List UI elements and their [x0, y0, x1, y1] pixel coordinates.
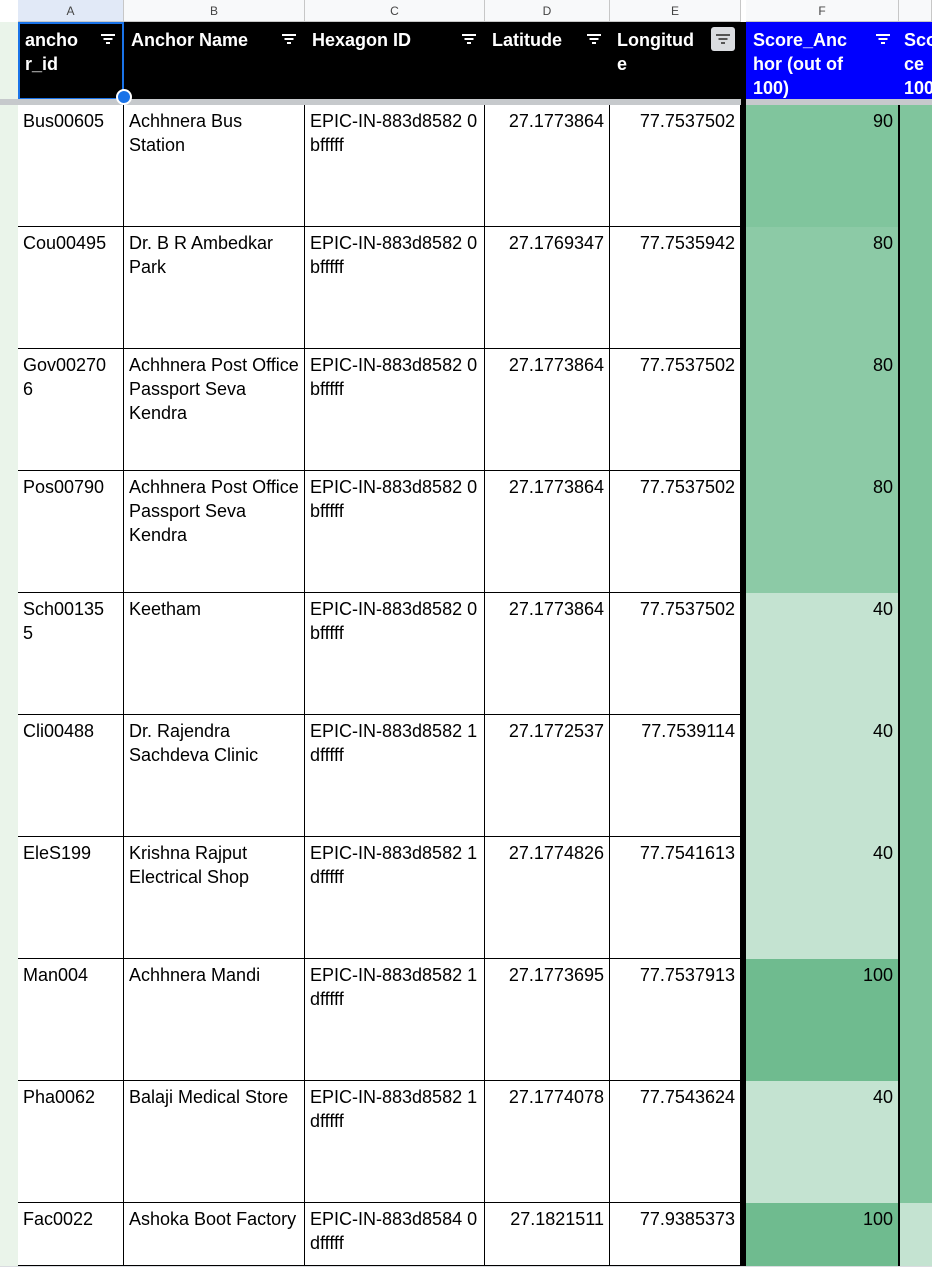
cell-next-score[interactable]	[899, 1203, 932, 1266]
cell-anchor-id[interactable]: Man004	[18, 959, 124, 1081]
column-letter-f[interactable]: F	[746, 0, 899, 22]
cell-hexagon-id[interactable]: EPIC-IN-883d8582 0bfffff	[305, 471, 485, 593]
cell-anchor-name[interactable]: Keetham	[124, 593, 305, 715]
cell-next-score[interactable]	[899, 471, 932, 593]
cell-hexagon-id[interactable]: EPIC-IN-883d8582 1dfffff	[305, 837, 485, 959]
cell-latitude[interactable]: 27.1772537	[485, 715, 610, 837]
cell-latitude[interactable]: 27.1773864	[485, 105, 610, 227]
sheet-bottom-edge	[0, 1266, 932, 1275]
selection-fill-handle[interactable]	[116, 89, 132, 105]
cell-anchor-id[interactable]: Sch00135 5	[18, 593, 124, 715]
cell-longitude[interactable]: 77.7537502	[610, 471, 741, 593]
cell-hexagon-id[interactable]: EPIC-IN-883d8582 0bfffff	[305, 227, 485, 349]
frozen-column-divider[interactable]	[741, 22, 746, 1274]
column-letter-e[interactable]: E	[610, 0, 741, 22]
cell-anchor-id[interactable]: Pha0062	[18, 1081, 124, 1203]
cell-latitude[interactable]: 27.1773864	[485, 471, 610, 593]
cell-next-score[interactable]	[899, 837, 932, 959]
filter-icon[interactable]	[586, 31, 602, 47]
header-label: Longitud e	[617, 30, 694, 74]
cell-hexagon-id[interactable]: EPIC-IN-883d8582 0bfffff	[305, 593, 485, 715]
cell-score[interactable]: 80	[746, 349, 899, 471]
cell-anchor-name[interactable]: Achhnera Bus Station	[124, 105, 305, 227]
cell-anchor-name[interactable]: Dr. Rajendra Sachdeva Clinic	[124, 715, 305, 837]
cell-latitude[interactable]: 27.1769347	[485, 227, 610, 349]
cell-latitude[interactable]: 27.1773864	[485, 593, 610, 715]
cell-longitude[interactable]: 77.7537913	[610, 959, 741, 1081]
cell-anchor-id[interactable]: Fac0022	[18, 1203, 124, 1266]
cell-hexagon-id[interactable]: EPIC-IN-883d8582 1dfffff	[305, 959, 485, 1081]
cell-longitude[interactable]: 77.7537502	[610, 349, 741, 471]
cell-hexagon-id[interactable]: EPIC-IN-883d8582 1dfffff	[305, 715, 485, 837]
cell-anchor-id[interactable]: Bus00605	[18, 105, 124, 227]
column-letter-next[interactable]	[899, 0, 932, 22]
cell-anchor-name[interactable]: Ashoka Boot Factory	[124, 1203, 305, 1266]
header-anchor-name[interactable]	[124, 22, 305, 100]
cell-latitude[interactable]: 27.1774826	[485, 837, 610, 959]
header-label: Sco ce 100	[904, 30, 937, 98]
header-label: Score_Anc hor (out of 100)	[753, 30, 848, 98]
cell-score[interactable]: 40	[746, 1081, 899, 1203]
cell-next-score[interactable]	[899, 959, 932, 1081]
header-anchor-id[interactable]	[18, 22, 124, 100]
cell-score[interactable]: 100	[746, 1203, 899, 1266]
cell-latitude[interactable]: 27.1774078	[485, 1081, 610, 1203]
cell-anchor-name[interactable]: Balaji Medical Store	[124, 1081, 305, 1203]
cell-anchor-name[interactable]: Dr. B R Ambedkar Park	[124, 227, 305, 349]
cell-latitude[interactable]: 27.1821511	[485, 1203, 610, 1266]
cell-next-score[interactable]	[899, 1081, 932, 1203]
cell-score[interactable]: 40	[746, 837, 899, 959]
filter-icon[interactable]	[875, 31, 891, 47]
cell-anchor-name[interactable]: Achhnera Mandi	[124, 959, 305, 1081]
header-score-anchor[interactable]	[746, 22, 899, 100]
header-hexagon-id[interactable]	[305, 22, 485, 100]
filter-icon[interactable]	[281, 31, 297, 47]
active-filter-icon[interactable]	[711, 27, 735, 51]
cell-hexagon-id[interactable]: EPIC-IN-883d8584 0dfffff	[305, 1203, 485, 1266]
header-longitude[interactable]	[610, 22, 741, 100]
cell-score[interactable]: 90	[746, 105, 899, 227]
header-label: Anchor Name	[131, 30, 249, 50]
column-letter-c[interactable]: C	[305, 0, 485, 22]
cell-next-score[interactable]	[899, 349, 932, 471]
cell-anchor-id[interactable]: Cli00488	[18, 715, 124, 837]
cell-score[interactable]: 80	[746, 227, 899, 349]
header-label: ancho r_id	[25, 30, 79, 74]
cell-longitude[interactable]: 77.7537502	[610, 593, 741, 715]
cell-longitude[interactable]: 77.7541613	[610, 837, 741, 959]
column-letter-b[interactable]: B	[124, 0, 305, 22]
cell-anchor-id[interactable]: EleS199	[18, 837, 124, 959]
filter-icon[interactable]	[100, 31, 116, 47]
cell-next-score[interactable]	[899, 715, 932, 837]
header-label: Hexagon ID	[312, 30, 412, 50]
cell-longitude[interactable]: 77.7535942	[610, 227, 741, 349]
cell-hexagon-id[interactable]: EPIC-IN-883d8582 0bfffff	[305, 105, 485, 227]
cell-anchor-id[interactable]: Pos00790	[18, 471, 124, 593]
cell-next-score[interactable]	[899, 593, 932, 715]
cell-anchor-id[interactable]: Cou00495	[18, 227, 124, 349]
cell-next-score[interactable]	[899, 227, 932, 349]
cell-score[interactable]: 100	[746, 959, 899, 1081]
cell-latitude[interactable]: 27.1773864	[485, 349, 610, 471]
cell-anchor-id[interactable]: Gov00270 6	[18, 349, 124, 471]
cell-longitude[interactable]: 77.7537502	[610, 105, 741, 227]
cell-anchor-name[interactable]: Krishna Rajput Electrical Shop	[124, 837, 305, 959]
cell-anchor-name[interactable]: Achhnera Post Office Passport Seva Kendra	[124, 349, 305, 471]
cell-longitude[interactable]: 77.7543624	[610, 1081, 741, 1203]
cell-anchor-name[interactable]: Achhnera Post Office Passport Seva Kendra	[124, 471, 305, 593]
row-header-strip	[0, 22, 18, 1274]
header-score-next[interactable]	[899, 22, 937, 100]
cell-next-score[interactable]	[899, 105, 932, 227]
column-letter-d[interactable]: D	[485, 0, 610, 22]
cell-longitude[interactable]: 77.7539114	[610, 715, 741, 837]
cell-score[interactable]: 40	[746, 715, 899, 837]
cell-hexagon-id[interactable]: EPIC-IN-883d8582 1dfffff	[305, 1081, 485, 1203]
header-label: Latitude	[492, 30, 562, 50]
column-letter-a[interactable]: A	[18, 0, 124, 22]
cell-score[interactable]: 40	[746, 593, 899, 715]
cell-longitude[interactable]: 77.9385373	[610, 1203, 741, 1266]
header-latitude[interactable]	[485, 22, 610, 100]
cell-score[interactable]: 80	[746, 471, 899, 593]
filter-icon[interactable]	[461, 31, 477, 47]
cell-latitude[interactable]: 27.1773695	[485, 959, 610, 1081]
cell-hexagon-id[interactable]: EPIC-IN-883d8582 0bfffff	[305, 349, 485, 471]
